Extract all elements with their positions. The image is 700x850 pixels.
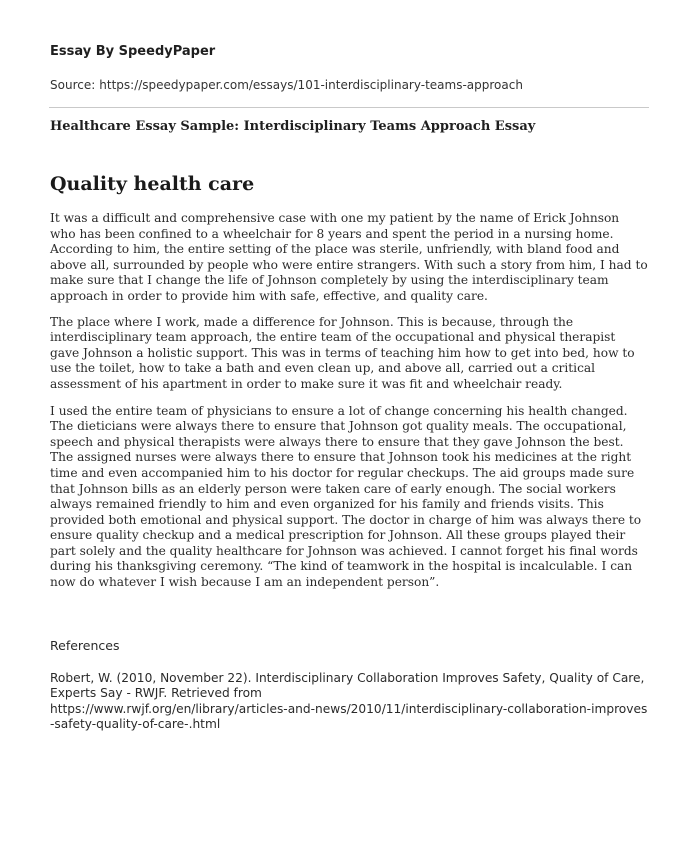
essay-paragraph-2: The place where I work, made a difference for Johnson. This is because, through the interdisciplinary team approach, the entire team of the occupational and physical therapist gave Johnson a holistic support. This was in terms of teaching him how to get into bed, how to use the toilet, how to take a bath and even clean up, and above all, carried out a critical assessment of his apartment in order to make sure it was fit and wheelchair ready. bbox=[50, 314, 635, 391]
source-label: Source: bbox=[50, 78, 96, 92]
essay-sample-title: Healthcare Essay Sample: Interdisciplinary Teams Approach Essay bbox=[50, 119, 536, 134]
source-line bbox=[50, 77, 648, 93]
brand-title: Essay By SpeedyPaper bbox=[50, 44, 216, 59]
source-url: https://speedypaper.com/essays/101-interdisciplinary-teams-approach bbox=[99, 78, 523, 92]
essay-paragraph-1: It was a difficult and comprehensive case with one my patient by the name of Erick Johnson who has been confined to a wheelchair for 8 years and spent the period in a nursing home. According to him, the entire setting of the place was sterile, unfriendly, with bland food and above all, surrounded by people who were entire strangers. With such a story from him, I had to make sure that I change the life of Johnson completely by using the interdisciplinary team approach in order to provide him with safe, effective, and quality care. bbox=[50, 211, 648, 303]
header-divider bbox=[49, 107, 649, 108]
references-heading: References bbox=[50, 637, 120, 653]
reference-url: https://www.rwjf.org/en/library/articles-and-news/2010/11/interdisciplinary-collaboration-improves-safety-quality-of-care-.html bbox=[50, 701, 648, 732]
essay-heading: Quality health care bbox=[50, 173, 255, 195]
reference-entry bbox=[50, 671, 648, 733]
essay-paragraph-3: I used the entire team of physicians to ensure a lot of change concerning his health changed. The dieticians were always there to ensure that Johnson got quality meals. The occupational, speech and physical therapists were always there to ensure that they gave Johnson the best. The assigned nurses were always there to ensure that Johnson took his medicines at the right time and even accompanied him to his doctor for regular checkups. The aid groups made sure that Johnson bills as an elderly person were taken care of early enough. The social workers always remained friendly to him and even organized for his family and friends visits. This provided both emotional and physical support. The doctor in charge of him was always there to ensure quality checkup and a medical prescription for Johnson. All these groups played their part solely and the quality healthcare for Johnson was achieved. I cannot forget his final words during his thanksgiving ceremony. “The kind of teamwork in the hospital is incalculable. I can now do whatever I wish because I am an independent person”. bbox=[50, 403, 642, 590]
reference-citation: Robert, W. (2010, November 22). Interdisciplinary Collaboration Improves Safety, Quality of Care, Experts Say - RWJF. Retrieved from bbox=[50, 670, 645, 701]
